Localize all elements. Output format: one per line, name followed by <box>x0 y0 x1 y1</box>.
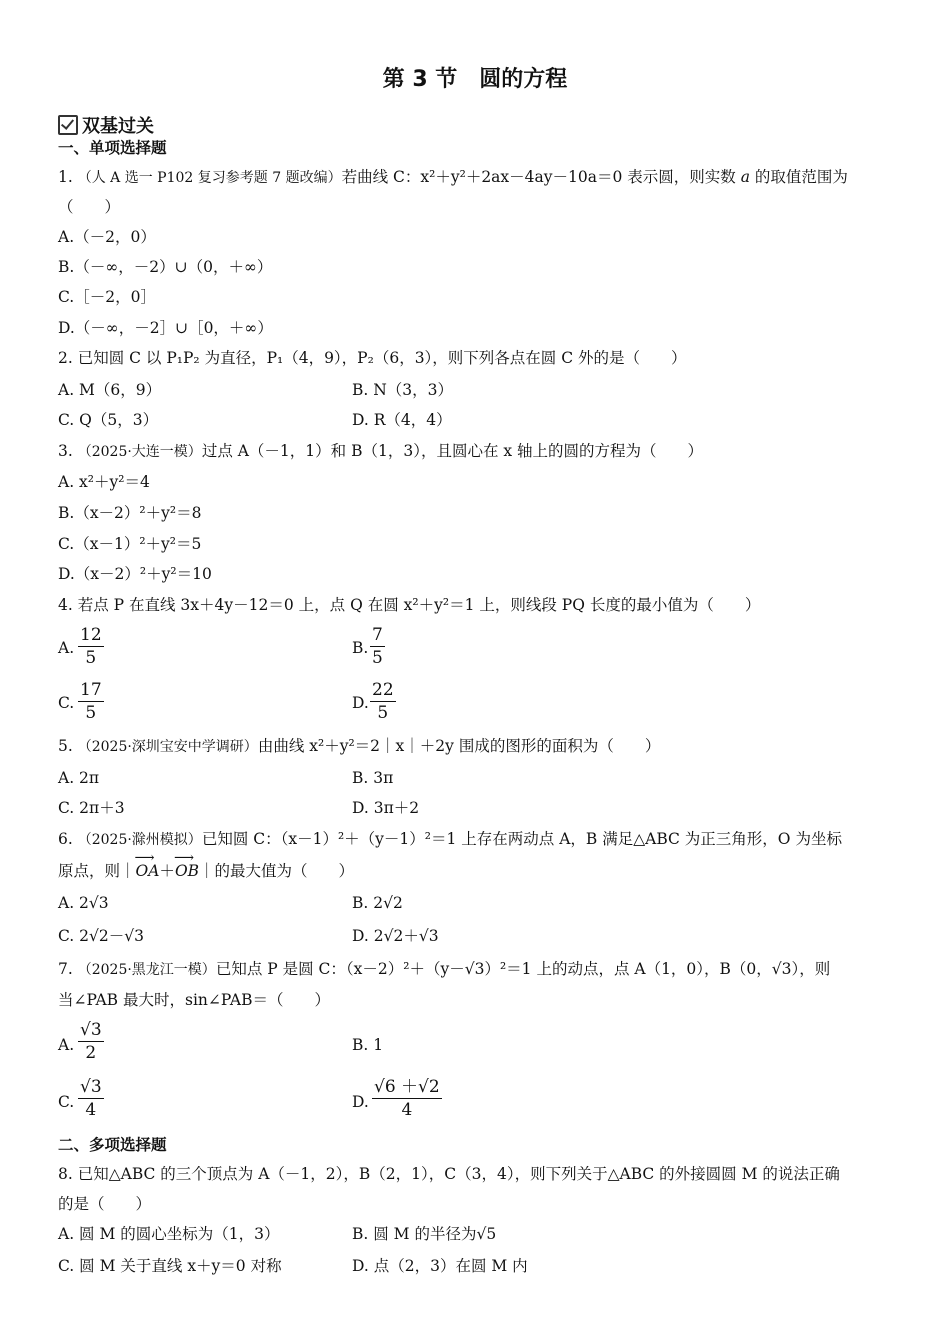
question-6-stem-line2: 原点，则｜⟶ OA＋⟶ OB｜的最大值为（ ） <box>58 861 354 881</box>
q1-option-c: C.［－2，0］ <box>58 288 156 306</box>
q4-option-b-fraction: $\frac{7}{5}$ <box>372 625 383 668</box>
q8-option-d: D. 点（2，3）在圆 M 内 <box>352 1257 528 1275</box>
question-1-stem: 1. （人 A 选一 P102 复习参考题 7 题改编）若曲线 C：x²＋y²＋2ax－4ay－10a＝0 表示圆，则实数 a 的取值范围为 <box>58 168 848 186</box>
q5-option-c: C. 2π＋3 <box>58 799 125 817</box>
q7-option-b: B. 1 <box>352 1036 384 1054</box>
q7-option-c-label: C. <box>58 1093 75 1111</box>
q8-option-c: C. 圆 M 关于直线 x＋y＝0 对称 <box>58 1257 282 1275</box>
q3-option-d: D.（x－2）²＋y²＝10 <box>58 565 212 583</box>
q4-option-a-label: A. <box>58 639 75 657</box>
q6-option-d: D. 2√2＋√3 <box>352 927 439 945</box>
part-heading-multiple: 二、多项选择题 <box>58 1136 167 1154</box>
q7-option-d-fraction: $\frac{√6 +√2}{4}$ <box>374 1077 440 1120</box>
q1-option-a: A.（－2，0） <box>58 228 156 246</box>
question-2-stem: 2. 已知圆 C 以 P₁P₂ 为直径，P₁（4，9），P₂（6，3），则下列各点在圆 C 外的是（ ） <box>58 349 687 367</box>
q4-option-c-label: C. <box>58 694 75 712</box>
section-heading <box>58 112 154 138</box>
q4-option-a-fraction: $\frac{12}{5}$ <box>80 625 102 668</box>
question-3-stem: 3. （2025·大连一模）过点 A（－1，1）和 B（1，3），且圆心在 x 轴上的圆的方程为（ ） <box>58 442 704 460</box>
q2-option-a: A. M（6，9） <box>58 381 162 399</box>
q7-option-c-fraction: $\frac{√3}{4}$ <box>80 1077 102 1120</box>
q8-option-b: B. 圆 M 的半径为√5 <box>352 1225 497 1243</box>
q1-option-d: D.（－∞，－2］∪［0，＋∞） <box>58 319 273 337</box>
q5-option-b: B. 3π <box>352 769 394 787</box>
q7-option-a-label: A. <box>58 1036 75 1054</box>
question-6-stem: 6. （2025·滁州模拟）已知圆 C：（x－1）²＋（y－1）²＝1 上存在两动点 A，B 满足△ABC 为正三角形，O 为坐标 <box>58 830 842 848</box>
q3-option-c: C.（x－1）²＋y²＝5 <box>58 535 202 553</box>
q6-option-b: B. 2√2 <box>352 894 403 912</box>
q4-option-d-fraction: $\frac{22}{5}$ <box>372 680 394 723</box>
question-4-stem: 4. 若点 P 在直线 3x＋4y－12＝0 上，点 Q 在圆 x²＋y²＝1 上，则线段 PQ 长度的最小值为（ ） <box>58 596 761 614</box>
q7-option-a-fraction: $\frac{√3}{2}$ <box>80 1020 102 1063</box>
question-5-stem: 5. （2025·深圳宝安中学调研）由曲线 x²＋y²＝2｜x｜＋2y 围成的图形的面积为（ ） <box>58 737 661 755</box>
checkbox-icon <box>58 115 78 135</box>
page-title: 第 3 节 圆的方程 <box>382 67 568 92</box>
question-7-stem-line2: 当∠PAB 最大时，sin∠PAB＝（ ） <box>58 991 330 1009</box>
vector-oa: ⟶ OA <box>136 861 160 881</box>
question-8-stem: 8. 已知△ABC 的三个顶点为 A（－1，2），B（2，1），C（3，4），则下列关于△ABC 的外接圆圆 M 的说法正确 <box>58 1165 840 1183</box>
q3-option-a: A. x²＋y²＝4 <box>58 473 150 491</box>
q6-option-c: C. 2√2－√3 <box>58 927 144 945</box>
question-1-paren: （ ） <box>58 198 121 216</box>
q4-option-b-label: B. <box>352 639 369 657</box>
q7-option-d-label: D. <box>352 1093 369 1111</box>
q8-option-a: A. 圆 M 的圆心坐标为（1，3） <box>58 1225 280 1243</box>
q1-option-b: B.（－∞，－2）∪（0，＋∞） <box>58 258 273 276</box>
q5-option-a: A. 2π <box>58 769 100 787</box>
part-heading-single: 一、单项选择题 <box>58 139 167 157</box>
q4-option-c-fraction: $\frac{17}{5}$ <box>80 680 102 723</box>
q3-option-b: B.（x－2）²＋y²＝8 <box>58 504 202 522</box>
q2-option-b: B. N（3，3） <box>352 381 454 399</box>
question-7-stem: 7. （2025·黑龙江一模）已知点 P 是圆 C：（x－2）²＋（y－√3）²＝1 上的动点，点 A（1，0），B（0，√3），则 <box>58 960 831 978</box>
section-title: 双基过关 <box>82 116 154 137</box>
q6-option-a: A. 2√3 <box>58 894 109 912</box>
vector-ob: ⟶ OB <box>175 861 199 881</box>
question-8-stem-line2: 的是（ ） <box>58 1195 152 1213</box>
q2-option-c: C. Q（5，3） <box>58 411 159 429</box>
q2-option-d: D. R（4，4） <box>352 411 452 429</box>
q5-option-d: D. 3π＋2 <box>352 799 420 817</box>
q4-option-d-label: D. <box>352 694 369 712</box>
